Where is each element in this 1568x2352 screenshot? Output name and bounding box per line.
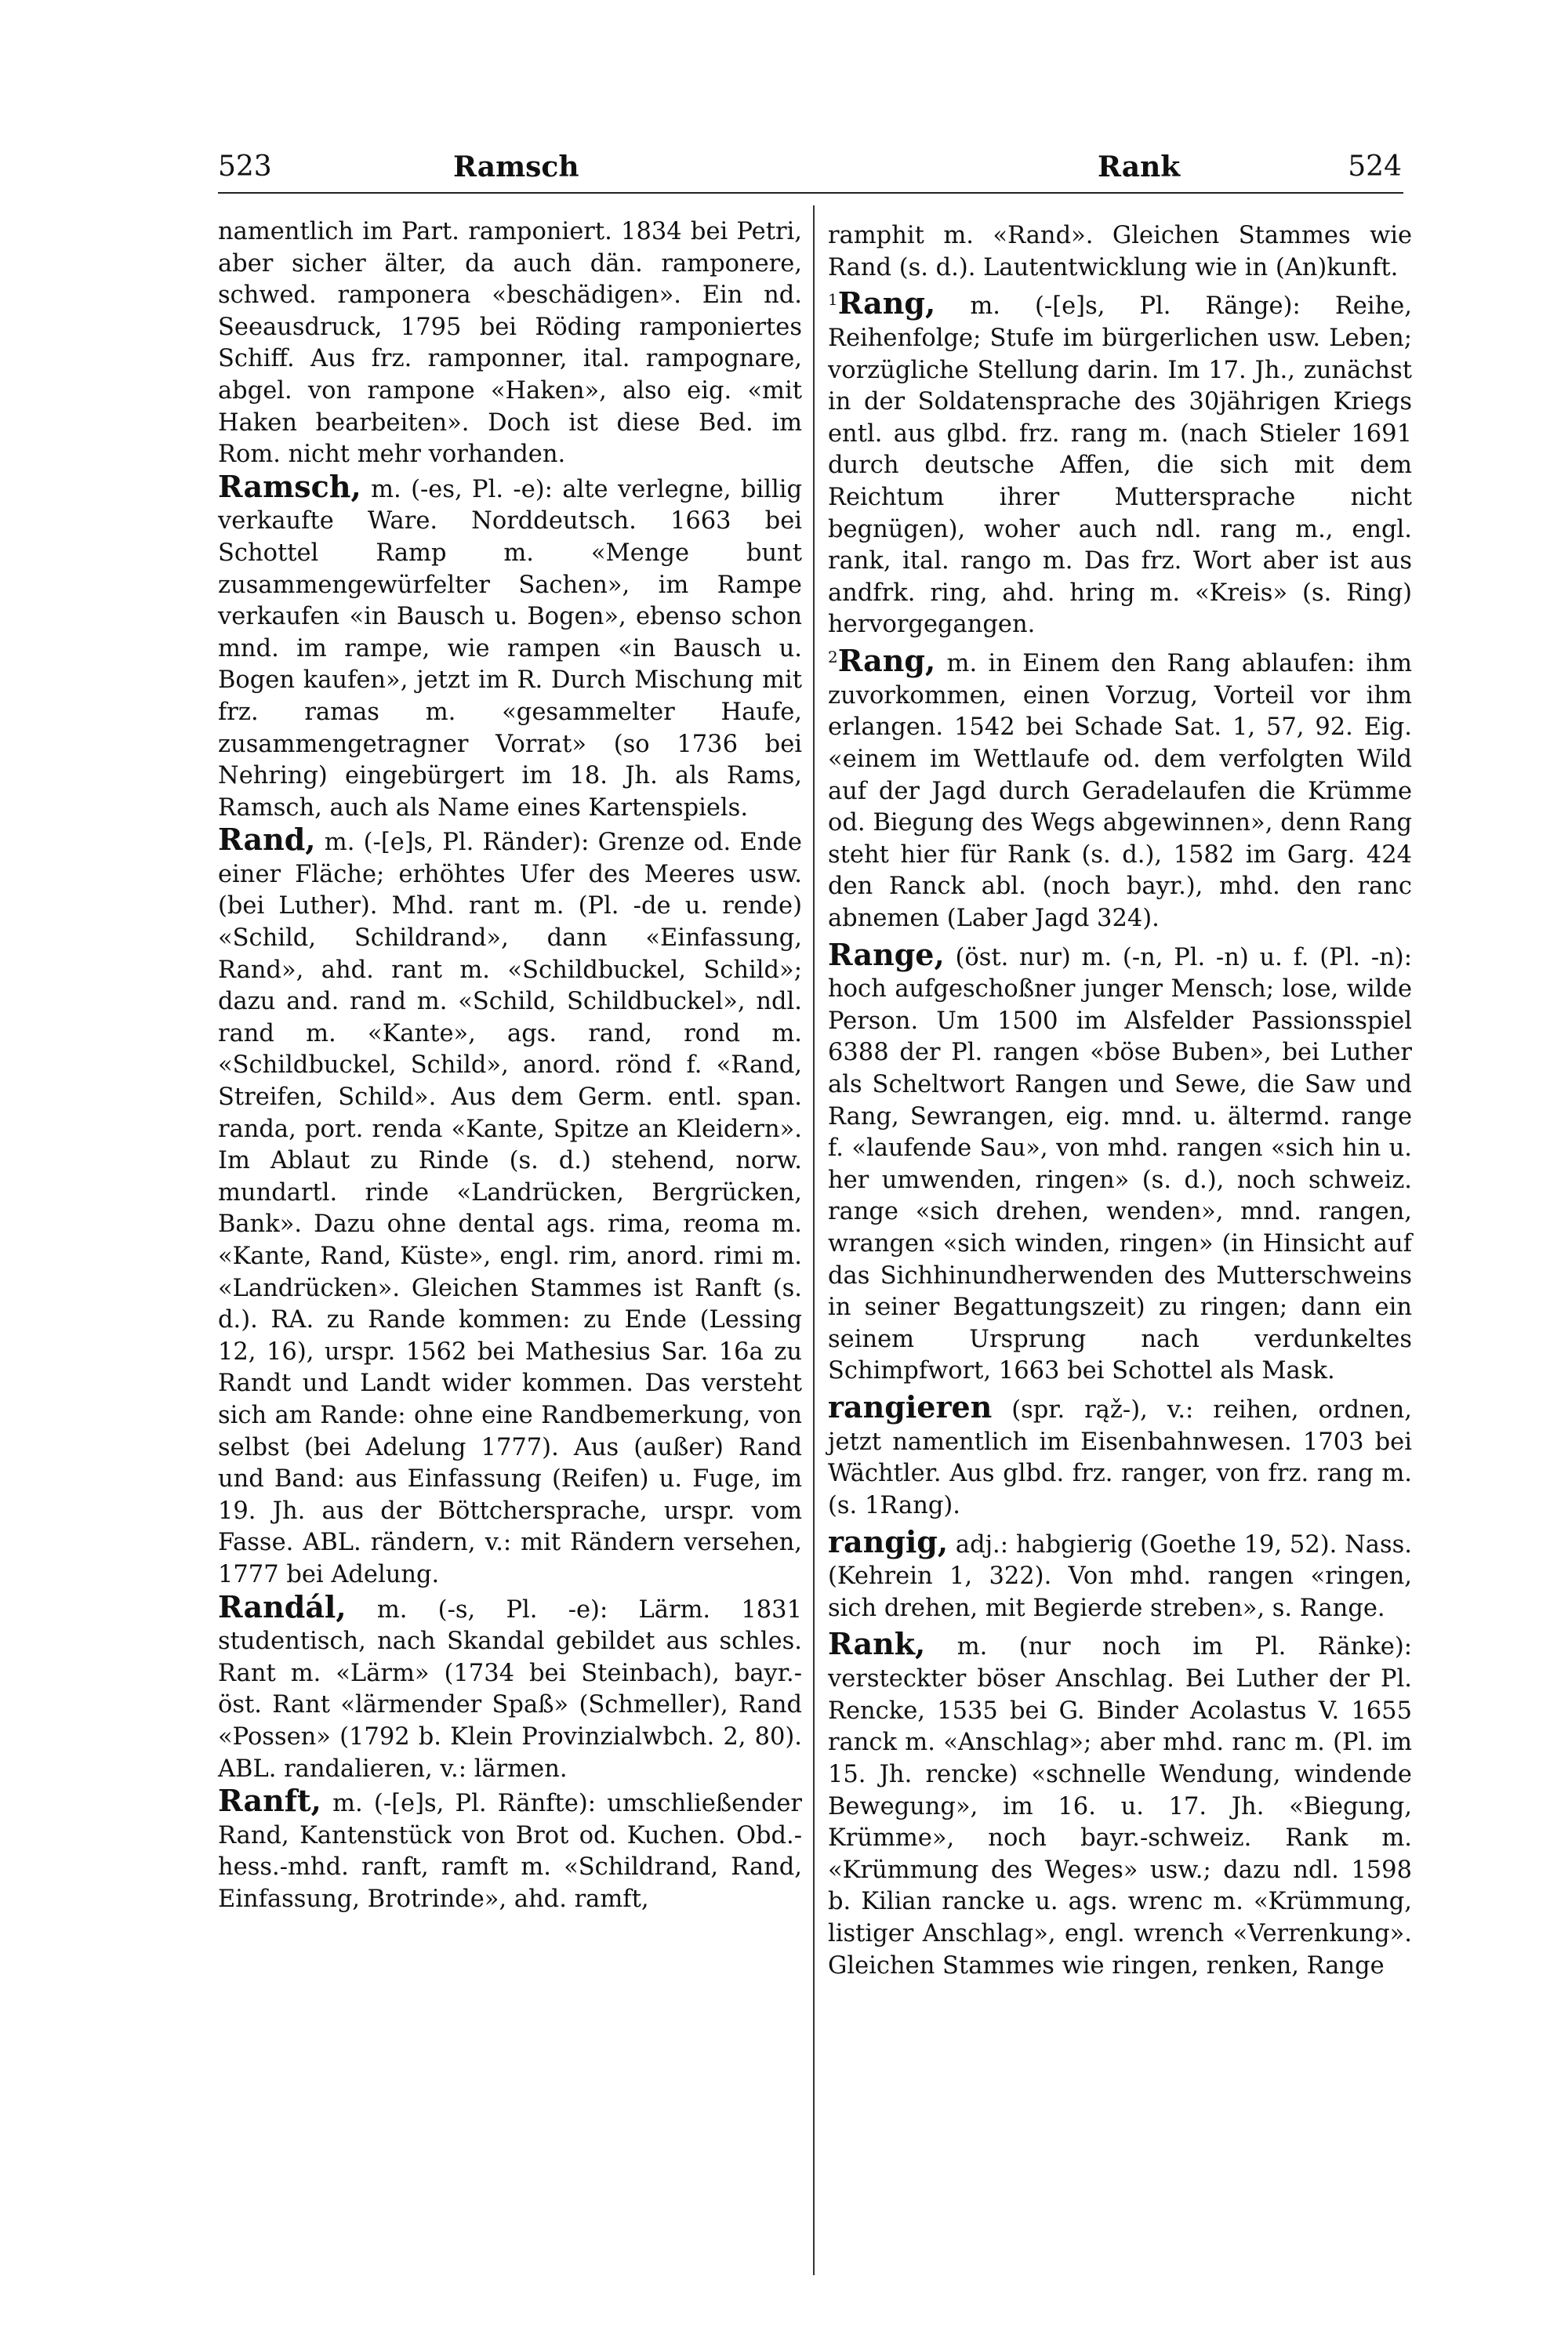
entry-rank xyxy=(828,1624,1412,1982)
entry-rang-1 xyxy=(828,284,1412,641)
entry-text: adj.: habgierig (Goethe 19, 52). Nass. (Kehrein 1, 322). Von mhd. rangen «ringen, sich drehen, mit Begierde streben», s. Range. xyxy=(828,1530,1412,1622)
entry-headword: Ranft, xyxy=(218,1783,321,1819)
entry-text: namentlich im Part. ramponiert. 1834 bei Petri, aber sicher älter, da auch dän. ramponere, schwed. ramponera «beschädigen». Ein nd. Seeausdruck, 1795 bei Röding ramponiertes Schiff. Aus frz. ramponner, ital. rampognare, abgel. von rampone «Haken», also eig. «mit Haken bearbeiten». Doch ist diese Bed. im Rom. nicht mehr vorhanden. xyxy=(218,218,802,469)
entry-rangig xyxy=(828,1523,1412,1625)
entry-headword: Rang, xyxy=(837,643,936,679)
running-title-left: Ramsch xyxy=(453,151,579,183)
entry-text: m. (-[e]s, Pl. Ränge): Reihe, Reihenfolge; Stufe im bürgerlichen usw. Leben; vorzügliche Stellung darin. Im 17. Jh., zunächst in der Soldatensprache des 30jährigen Kriegs entl. aus glbd. frz. rang m. (nach Stieler 1691 durch deutsche Affen, die sich mit dem Reichtum ihrer Muttersprache nicht begnügen), woher auch ndl. rang m., engl. rank, ital. rango m. Das frz. Wort aber ist aus andfrk. ring, ahd. hring m. «Kreis» (s. Ring) hervorgegangen. xyxy=(828,292,1412,639)
entry-text: m. (-s, Pl. -e): Lärm. 1831 studentisch, nach Skandal gebildet aus schles. Rant m. «Lärm» (1734 bei Steinbach), bayr.-öst. Rant «lärmender Spaß» (Schmeller), Rand «Possen» (1792 b. Klein Provinzialwbch. 2, 80). ABL. randalieren, v.: lärmen. xyxy=(218,1595,802,1783)
entry-headword: rangieren xyxy=(828,1389,993,1425)
entry-rand xyxy=(218,824,802,1591)
page-number-left: 523 xyxy=(218,151,272,183)
page-number-right: 524 xyxy=(1348,151,1402,183)
entry-headword: Rang, xyxy=(837,285,936,321)
entry-rang-2 xyxy=(828,641,1412,935)
entry-text: m. (-[e]s, Pl. Ränfte): umschließender Rand, Kantenstück von Brot od. Kuchen. Obd.-hess.-mhd. ranft, ramft m. «Schildrand, Rand, Einfassung, Brotrinde», ahd. ramft, xyxy=(218,1790,802,1913)
entry-headword: Randál, xyxy=(218,1588,347,1624)
entry-randal xyxy=(218,1588,802,1786)
entry-ramponiert-cont xyxy=(218,213,802,471)
left-column xyxy=(218,213,802,1915)
entry-rangieren xyxy=(828,1388,1412,1523)
entry-ramsch xyxy=(218,468,802,825)
entry-headword: rangig, xyxy=(828,1523,949,1559)
entry-headword: Ramsch, xyxy=(218,468,361,504)
entry-text: ramphit m. «Rand». Gleichen Stammes wie Rand (s. d.). Lautentwicklung wie in (An)kunft. xyxy=(828,222,1412,281)
header-rule xyxy=(218,192,1403,194)
entry-text: m. in Einem den Rang ablaufen: ihm zuvorkommen, einen Vorzug, Vorteil vor ihm erlangen. 1542 bei Schade Sat. 1, 57, 92. Eig. «einem im Wettlaufe od. dem verfolgten Wild auf der Jagd durch Geradelaufen die Krümme od. Biegung des Wegs abgewinnen», denn Rang steht hier für Rank (s. d.), 1582 im Garg. 424 den Ranck abl. (noch bayr.), mhd. den ranc abnemen (Laber Jagd 324). xyxy=(828,650,1413,932)
entry-text: (spr. rąž-), v.: reihen, ordnen, jetzt namentlich im Eisenbahnwesen. 1703 bei Wächtler. Aus glbd. frz. ranger, von frz. rang m. (s. 1Rang). xyxy=(828,1396,1412,1519)
column-divider xyxy=(813,205,815,2275)
entry-headword: Rand, xyxy=(218,822,316,858)
entry-text: (öst. nur) m. (-n, Pl. -n) u. f. (Pl. -n): hoch aufgeschoßner junger Mensch; lose, wilde Person. Um 1500 im Alsfelder Passionsspiel 6388 der Pl. rangen «böse Buben», bei Luther als Scheltwort Rangen und Sewe, die Saw und Rang, Sewrangen, eig. mnd. u. ältermd. range f. «laufende Sau», von mhd. rangen «sich hin u. her umwenden, ringen» (s. d.), noch schweiz. range «sich drehen, wenden», mnd. rangen, wrangen «sich winden, ringen» (in Hinsicht auf das Sichhinundherwenden des Mutterschweins in seiner Begattungszeit) zu ringen; dann ein seinem Ursprung nach verdunkeltes Schimpfwort, 1663 bei Schottel als Mask. xyxy=(828,943,1412,1385)
homonym-number: 2 xyxy=(828,648,838,667)
entry-ranft xyxy=(218,1785,802,1915)
entry-ranft-cont xyxy=(828,213,1412,284)
entry-text: m. (-[e]s, Pl. Ränder): Grenze od. Ende einer Fläche; erhöhtes Ufer des Meeres usw. (bei Luther). Mhd. rant m. (Pl. -de u. rende) «Schild, Schildrand», dann «Einfassung, Rand», ahd. rant m. «Schildbuckel, Schild»; dazu and. rand m. «Schild, Schildbuckel», ndl. rand m. «Kante», ags. rand, rond m. «Schildbuckel, Schild», anord. rönd f. «Rand, Streifen, Schild». Aus dem Germ. entl. span. randa, port. renda «Kante, Spitze an Kleidern». Im Ablaut zu Rinde (s. d.) stehend, norw. mundartl. rinde «Landrücken, Bergrücken, Bank». Dazu ohne dental ags. rima, reoma m. «Kante, Rand, Küste», engl. rim, anord. rimi m. «Landrücken». Gleichen Stammes ist Ranft (s. d.). RA. zu Rande kommen: zu Ende (Lessing 12, 16), urspr. 1562 bei Mathesius Sar. 16a zu Randt und Landt wider kommen. Das versteht sich am Rande: ohne eine Randbemerkung, von selbst (bei Adelung 1777). Aus (außer) Rand und Band: aus Einfassung (Reifen) u. Fuge, im 19. Jh. aus der Böttchersprache, urspr. vom Fasse. ABL. rändern, v.: mit Rändern versehen, 1777 bei Adelung. xyxy=(218,829,802,1588)
right-column xyxy=(828,213,1412,1982)
entry-text: m. (-es, Pl. -e): alte verlegne, billig verkaufte Ware. Norddeutsch. 1663 bei Schottel Ramp m. «Menge bunt zusammengewürfelter Sachen», im Rampe verkaufen «in Bausch u. Bogen», ebenso schon mnd. im rampe, wie rampen «in Bausch u. Bogen kaufen», jetzt im R. Durch Mischung mit frz. ramas m. «gesammelter Haufe, zusammengetragner Vorrat» (so 1736 bei Nehring) eingebürgert im 18. Jh. als Rams, Ramsch, auch als Name eines Kartenspiels. xyxy=(218,475,802,822)
entry-text: m. (nur noch im Pl. Ränke): versteckter böser Anschlag. Bei Luther der Pl. Rencke, 1535 bei G. Binder Acolastus V. 1655 ranck m. «Anschlag»; aber mhd. ranc m. (Pl. im 15. Jh. rencke) «schnelle Wendung, windende Bewegung», im 16. u. 17. Jh. «Biegung, Krümme», noch bayr.-schweiz. Rank m. «Krümmung des Weges» usw.; dazu ndl. 1598 b. Kilian rancke u. ags. wrenc m. «Krümmung, listiger Anschlag», engl. wrench «Verrenkung». Gleichen Stammes wie ringen, renken, Range xyxy=(828,1633,1412,1980)
homonym-number: 1 xyxy=(828,290,838,310)
entry-headword: Range, xyxy=(828,936,945,972)
running-title-right: Rank xyxy=(1098,151,1181,183)
page-header xyxy=(218,151,1402,198)
entry-headword: Rank, xyxy=(828,1626,926,1662)
entry-range xyxy=(828,935,1412,1388)
